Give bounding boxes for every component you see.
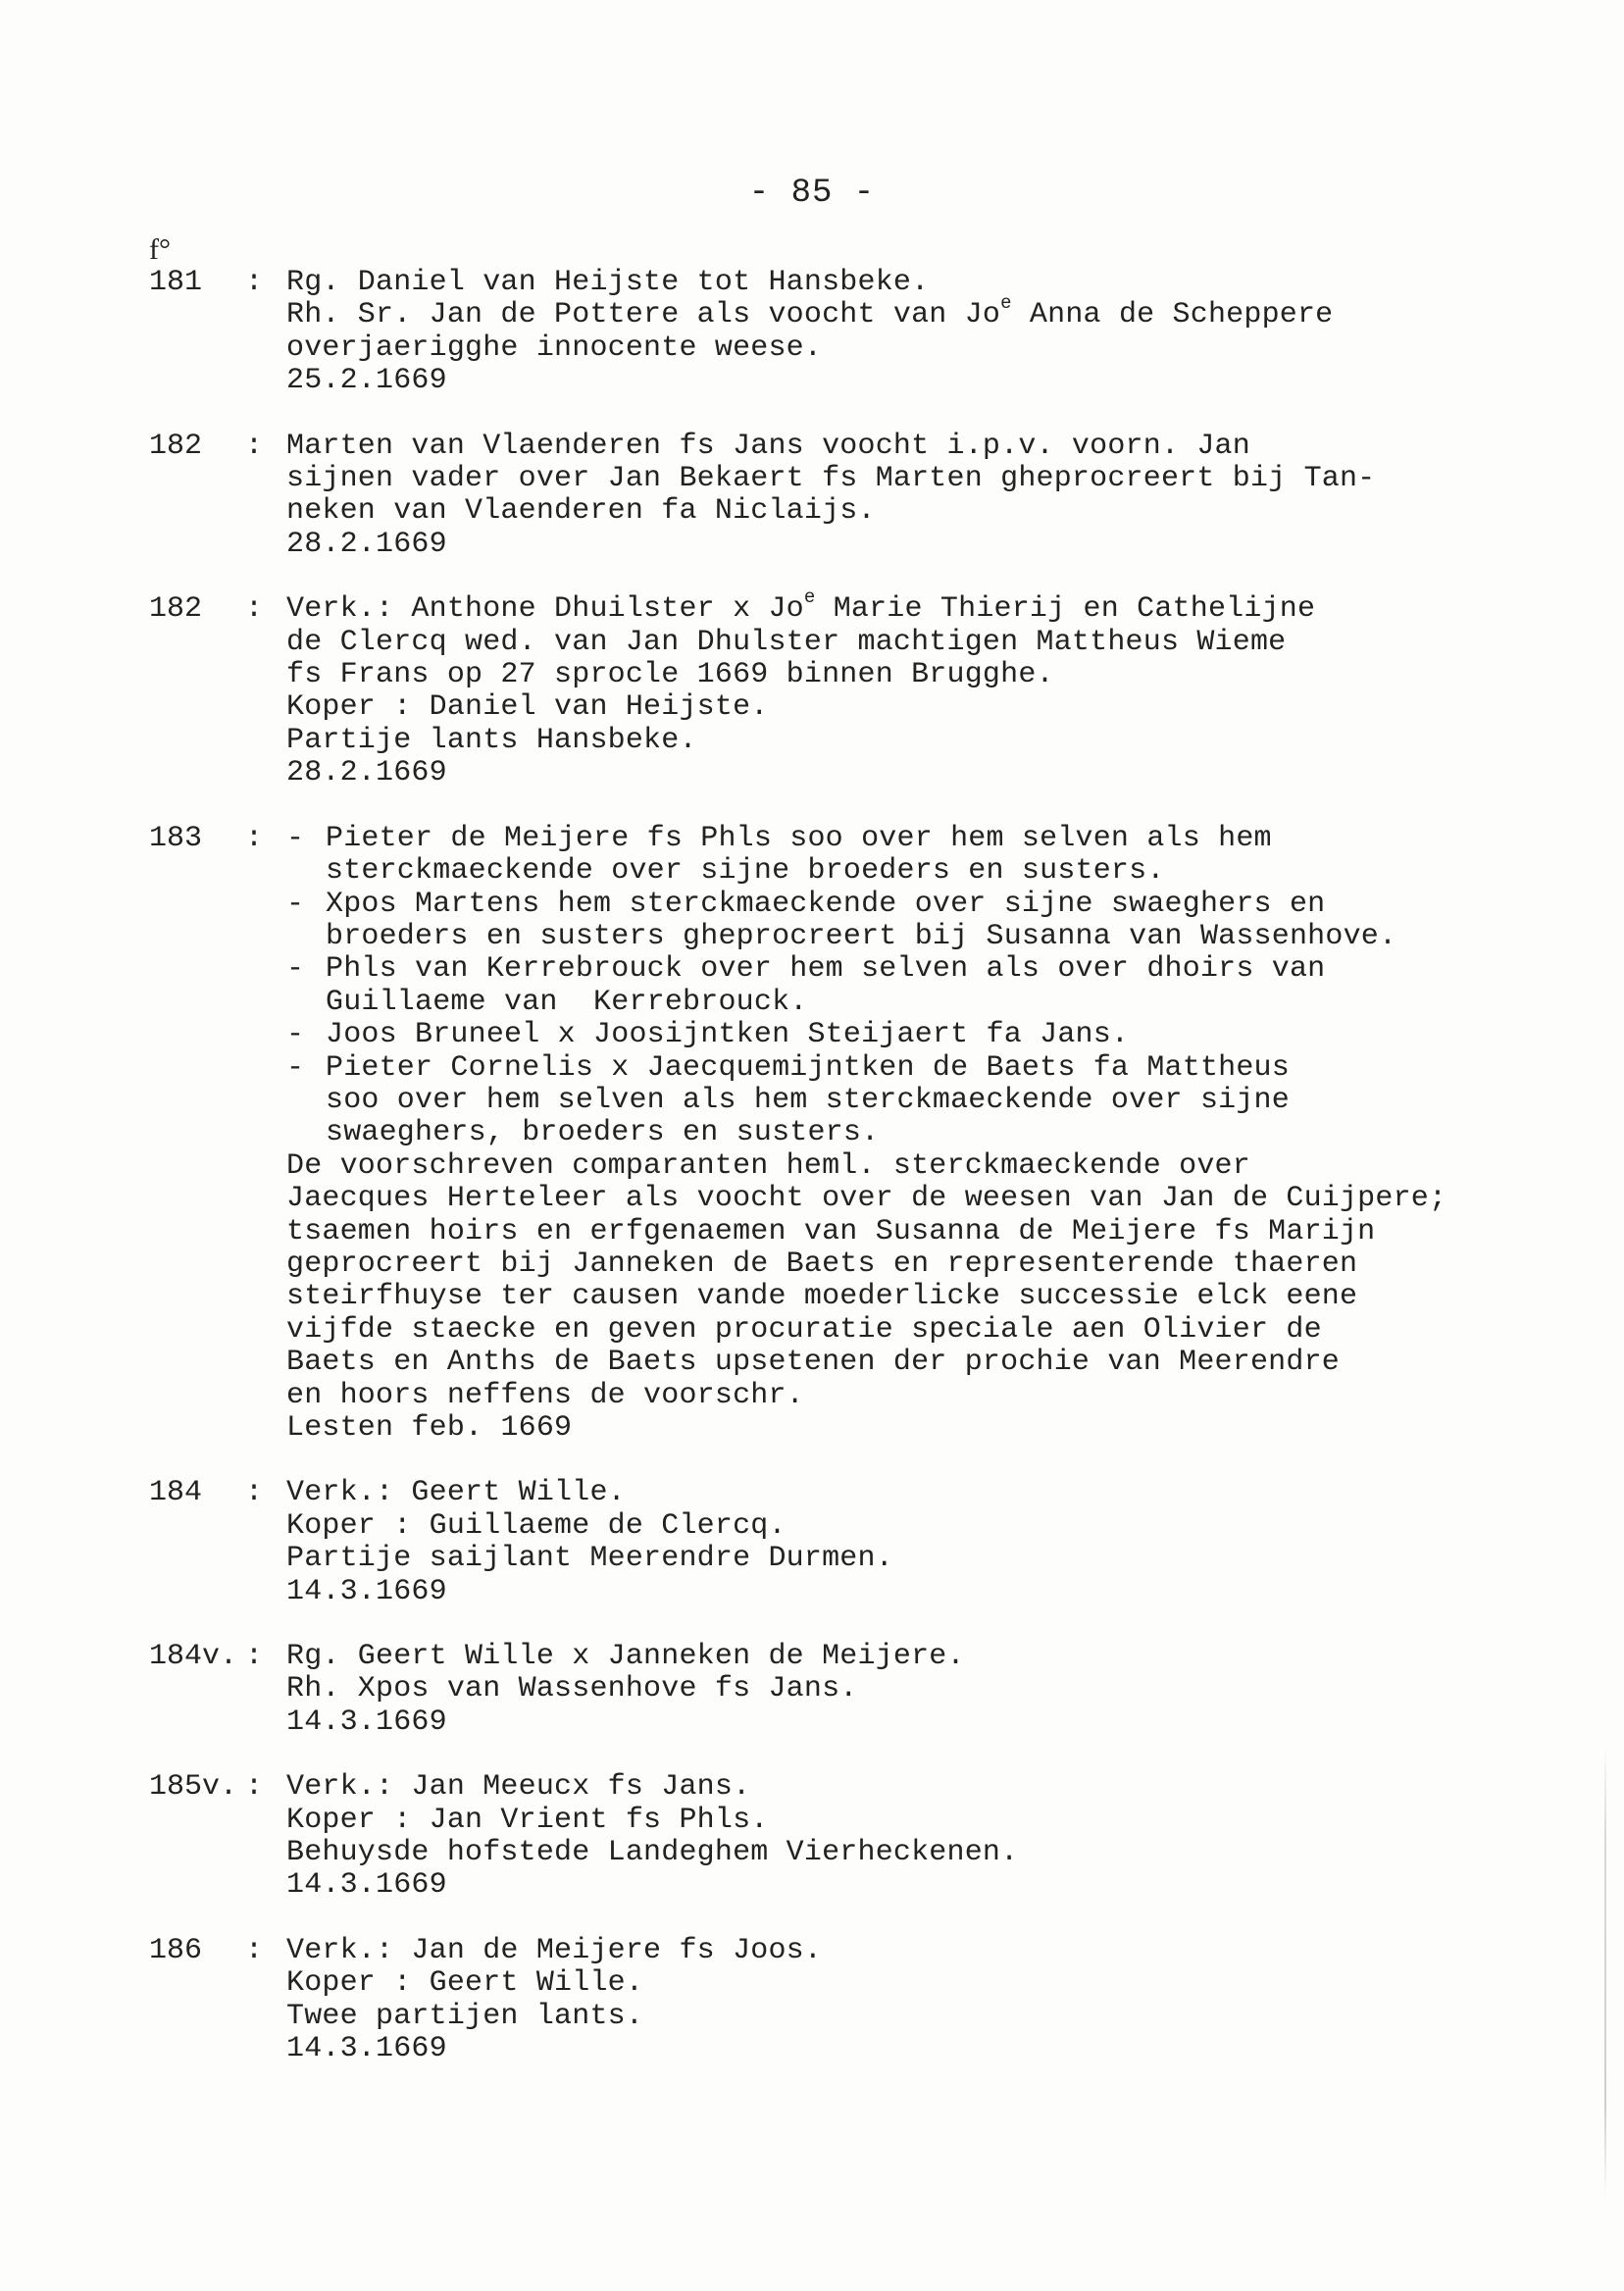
folio-number: 184	[149, 1476, 203, 1510]
entry-line: vijfde staecke en geven procuratie speciale aen Olivier de	[286, 1312, 1322, 1347]
entry-colon: :	[245, 1640, 264, 1674]
entry-185v	[149, 1771, 1542, 1903]
entry-line: en hoors neffens de voorschr.	[286, 1378, 804, 1412]
party-list-item	[286, 889, 1542, 954]
entry-line-text: Marie Thierij en Cathelijne	[815, 592, 1316, 627]
entry-text	[286, 586, 1542, 790]
entry-line: tsaemen hoirs en erfgenaemen van Susanna de Meijere fs Marijn	[286, 1214, 1376, 1248]
entry-line: Koper : Jan Vrient fs Phls.	[286, 1803, 769, 1837]
entry-186	[149, 1935, 1542, 2066]
entry-line: neken van Vlaenderen fa Niclaijs.	[286, 494, 876, 529]
entry-line	[286, 292, 1542, 332]
superscript-e: e	[803, 586, 816, 609]
entry-colon: :	[245, 429, 264, 463]
entry-line: sterckmaeckende over sijne broeders en susters.	[326, 854, 1165, 889]
entry-line: Koper : Geert Wille.	[286, 1966, 644, 2001]
superscript-e: e	[1000, 292, 1012, 315]
entry-line: geprocreert bij Janneken de Baets en representerende thaeren	[286, 1247, 1358, 1281]
entry-line: Rh. Xpos van Wassenhove fs Jans.	[286, 1672, 858, 1706]
folio-number: 182	[149, 592, 203, 627]
entry-date: 25.2.1669	[286, 364, 447, 398]
entry-line: Rg. Geert Wille x Janneken de Meijere.	[286, 1640, 965, 1674]
entry-line: Verk.: Geert Wille.	[286, 1476, 626, 1510]
entry-colon: :	[245, 592, 264, 627]
entry-line: De voorschreven comparanten heml. sterckmaeckende over	[286, 1148, 1250, 1183]
entry-date: 14.3.1669	[286, 1705, 447, 1739]
entry-line: Xpos Martens hem sterckmaeckende over sijne swaeghers en	[326, 887, 1326, 921]
entry-183	[149, 823, 1542, 1446]
entry-line: de Clercq wed. van Jan Dhulster machtigen Mattheus Wieme	[286, 625, 1287, 659]
party-list-item	[286, 1019, 1542, 1051]
entry-182	[149, 431, 1542, 562]
dash-bullet: -	[286, 1018, 305, 1052]
entry-line: Koper : Guillaeme de Clercq.	[286, 1508, 787, 1543]
entry-colon: :	[245, 266, 264, 299]
party-list-item	[286, 953, 1542, 1019]
entry-line: Twee partijen lants.	[286, 1999, 644, 2033]
folio-number: 181	[149, 266, 203, 299]
entry-date: Lesten feb. 1669	[286, 1411, 573, 1445]
entry-text	[286, 1641, 1542, 1739]
entry-text	[286, 267, 1542, 398]
entry-line: Joos Bruneel x Joosijntken Steijaert fa Jans.	[326, 1018, 1130, 1052]
scan-margin-line	[1604, 1746, 1606, 2197]
entry-text	[286, 823, 1542, 1446]
entry-line: fs Frans op 27 sprocle 1669 binnen Brugghe.	[286, 658, 1054, 692]
entry-colon: :	[245, 1770, 264, 1805]
entry-line	[286, 586, 1542, 627]
entry-line: Behuysde hofstede Landeghem Vierheckenen.	[286, 1836, 1019, 1870]
entry-line: Rg. Daniel van Heijste tot Hansbeke.	[286, 266, 930, 299]
dash-bullet: -	[286, 821, 305, 855]
entry-line: steirfhuyse ter causen vande moederlicke successie elck eene	[286, 1280, 1358, 1314]
folio-number: 185v.	[149, 1770, 238, 1805]
entry-line: Partije lants Hansbeke.	[286, 723, 697, 757]
entry-date: 28.2.1669	[286, 527, 447, 561]
entry-line: overjaerigghe innocente weese.	[286, 331, 823, 365]
entry-line: Baets en Anths de Baets upsetenen der prochie van Meerendre	[286, 1346, 1340, 1380]
entry-line: Pieter Cornelis x Jaecquemijntken de Baets fa Mattheus	[326, 1050, 1290, 1085]
entry-colon: :	[245, 1476, 264, 1510]
entry-line-text: Rh. Sr. Jan de Pottere als voocht van Jo	[286, 298, 1001, 332]
entry-text	[286, 1935, 1542, 2066]
folio-number: 184v.	[149, 1640, 238, 1674]
entry-date: 14.3.1669	[286, 2032, 447, 2066]
entry-colon: :	[245, 1933, 264, 1967]
entry-line: soo over hem selven als hem sterckmaeckende over sijne	[326, 1083, 1290, 1117]
dash-bullet: -	[286, 1050, 305, 1085]
entry-text	[286, 1771, 1542, 1903]
entry-date: 28.2.1669	[286, 756, 447, 790]
entry-181	[149, 267, 1542, 398]
entry-line: Verk.: Jan de Meijere fs Joos.	[286, 1933, 823, 1967]
entry-line: Phls van Kerrebrouck over hem selven als over dhoirs van	[326, 952, 1326, 987]
party-list-item	[286, 1052, 1542, 1150]
entry-184	[149, 1477, 1542, 1608]
entry-line: sijnen vader over Jan Bekaert fs Marten gheprocreert bij Tan-	[286, 462, 1376, 496]
entry-line: Partije saijlant Meerendre Durmen.	[286, 1542, 893, 1576]
entry-line: Koper : Daniel van Heijste.	[286, 690, 769, 725]
entry-line: Pieter de Meijere fs Phls soo over hem selven als hem	[326, 821, 1272, 855]
entry-line: Jaecques Herteleer als voocht over de weesen van Jan de Cuijpere;	[286, 1182, 1447, 1216]
entry-date: 14.3.1669	[286, 1868, 447, 1903]
folio-number: 182	[149, 429, 203, 463]
party-list-item	[286, 823, 1542, 889]
entry-line: Marten van Vlaenderen fs Jans voocht i.p.v. voorn. Jan	[286, 429, 1250, 463]
entry-line: Guillaeme van Kerrebrouck.	[326, 985, 808, 1019]
entry-line: broeders en susters gheprocreert bij Susanna van Wassenhove.	[326, 919, 1397, 953]
entry-line: swaeghers, broeders en susters.	[326, 1116, 880, 1150]
entry-184v	[149, 1641, 1542, 1739]
entry-line-text: Verk.: Anthone Dhuilster x Jo	[286, 592, 804, 627]
folio-column-header: f°	[149, 233, 171, 266]
page-number: - 85 -	[748, 175, 876, 212]
entry-colon: :	[245, 821, 264, 855]
dash-bullet: -	[286, 887, 305, 921]
folio-number: 186	[149, 1933, 203, 1967]
entry-date: 14.3.1669	[286, 1574, 447, 1608]
entry-182-sale	[149, 586, 1542, 790]
dash-bullet: -	[286, 952, 305, 987]
folio-number: 183	[149, 821, 203, 855]
entry-line: Verk.: Jan Meeucx fs Jans.	[286, 1770, 751, 1805]
party-list	[286, 823, 1542, 1150]
entry-line-text: Anna de Scheppere	[1011, 298, 1334, 332]
entry-text	[286, 431, 1542, 562]
entry-text	[286, 1477, 1542, 1608]
register-entries	[149, 267, 1542, 2099]
